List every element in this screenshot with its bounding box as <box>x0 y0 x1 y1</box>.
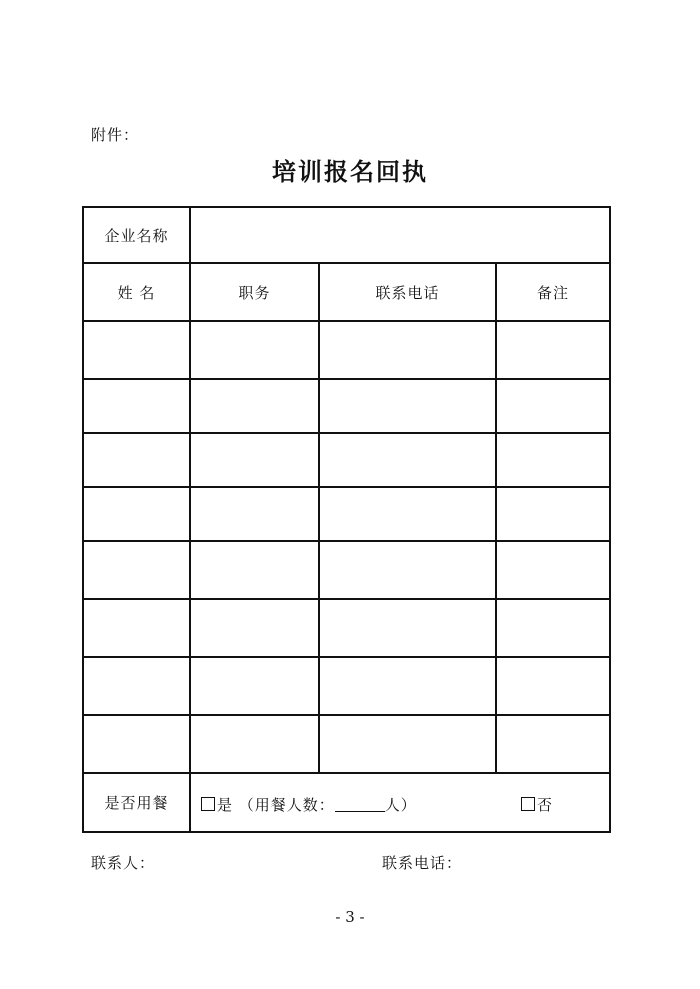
meal-yes-text: 是 （用餐人数： <box>217 796 335 814</box>
phone-cell[interactable] <box>319 487 496 541</box>
name-cell[interactable] <box>83 487 190 541</box>
company-name-field[interactable] <box>190 207 610 263</box>
position-cell[interactable] <box>190 657 319 715</box>
document-title: 培训报名回执 <box>272 157 428 186</box>
header-row <box>83 263 610 321</box>
page-number: - 3 - <box>335 908 365 926</box>
position-cell[interactable] <box>190 599 319 657</box>
position-cell[interactable] <box>190 487 319 541</box>
meal-label: 是否用餐 <box>83 773 190 832</box>
meal-no-text: 否 <box>537 796 554 814</box>
remarks-cell[interactable] <box>496 541 610 599</box>
remarks-cell[interactable] <box>496 715 610 773</box>
column-header-position: 职务 <box>190 263 319 321</box>
meal-yes-option <box>201 794 417 815</box>
company-label: 企业名称 <box>83 207 190 263</box>
name-cell[interactable] <box>83 321 190 379</box>
name-cell[interactable] <box>83 657 190 715</box>
name-cell[interactable] <box>83 541 190 599</box>
meal-options-cell <box>190 773 610 832</box>
column-header-name: 姓 名 <box>83 263 190 321</box>
meal-yes-checkbox[interactable] <box>201 797 215 811</box>
remarks-cell[interactable] <box>496 321 610 379</box>
table-row <box>83 433 610 487</box>
meal-no-option <box>521 794 553 815</box>
remarks-cell[interactable] <box>496 487 610 541</box>
name-cell[interactable] <box>83 599 190 657</box>
name-cell[interactable] <box>83 715 190 773</box>
column-header-phone: 联系电话 <box>319 263 496 321</box>
phone-cell[interactable] <box>319 599 496 657</box>
meal-no-checkbox[interactable] <box>521 797 535 811</box>
remarks-cell[interactable] <box>496 433 610 487</box>
position-cell[interactable] <box>190 379 319 433</box>
meal-unit-text: 人） <box>384 796 417 814</box>
attachment-label: 附件： <box>91 126 140 144</box>
table-row <box>83 599 610 657</box>
name-cell[interactable] <box>83 379 190 433</box>
position-cell[interactable] <box>190 321 319 379</box>
meal-options <box>191 774 609 831</box>
meal-row <box>83 773 610 832</box>
position-cell[interactable] <box>190 715 319 773</box>
position-cell[interactable] <box>190 541 319 599</box>
phone-cell[interactable] <box>319 321 496 379</box>
meal-count-field[interactable] <box>335 797 385 812</box>
position-cell[interactable] <box>190 433 319 487</box>
phone-cell[interactable] <box>319 379 496 433</box>
table-row <box>83 321 610 379</box>
remarks-cell[interactable] <box>496 599 610 657</box>
table-row <box>83 487 610 541</box>
remarks-cell[interactable] <box>496 657 610 715</box>
phone-cell[interactable] <box>319 715 496 773</box>
table-row <box>83 715 610 773</box>
company-row <box>83 207 610 263</box>
registration-form-table <box>82 206 611 833</box>
contact-person-label: 联系人： <box>91 854 156 872</box>
remarks-cell[interactable] <box>496 379 610 433</box>
contact-phone-label: 联系电话： <box>382 854 463 872</box>
table-row <box>83 379 610 433</box>
table-row <box>83 541 610 599</box>
phone-cell[interactable] <box>319 657 496 715</box>
phone-cell[interactable] <box>319 541 496 599</box>
column-header-remarks: 备注 <box>496 263 610 321</box>
name-cell[interactable] <box>83 433 190 487</box>
table-row <box>83 657 610 715</box>
phone-cell[interactable] <box>319 433 496 487</box>
